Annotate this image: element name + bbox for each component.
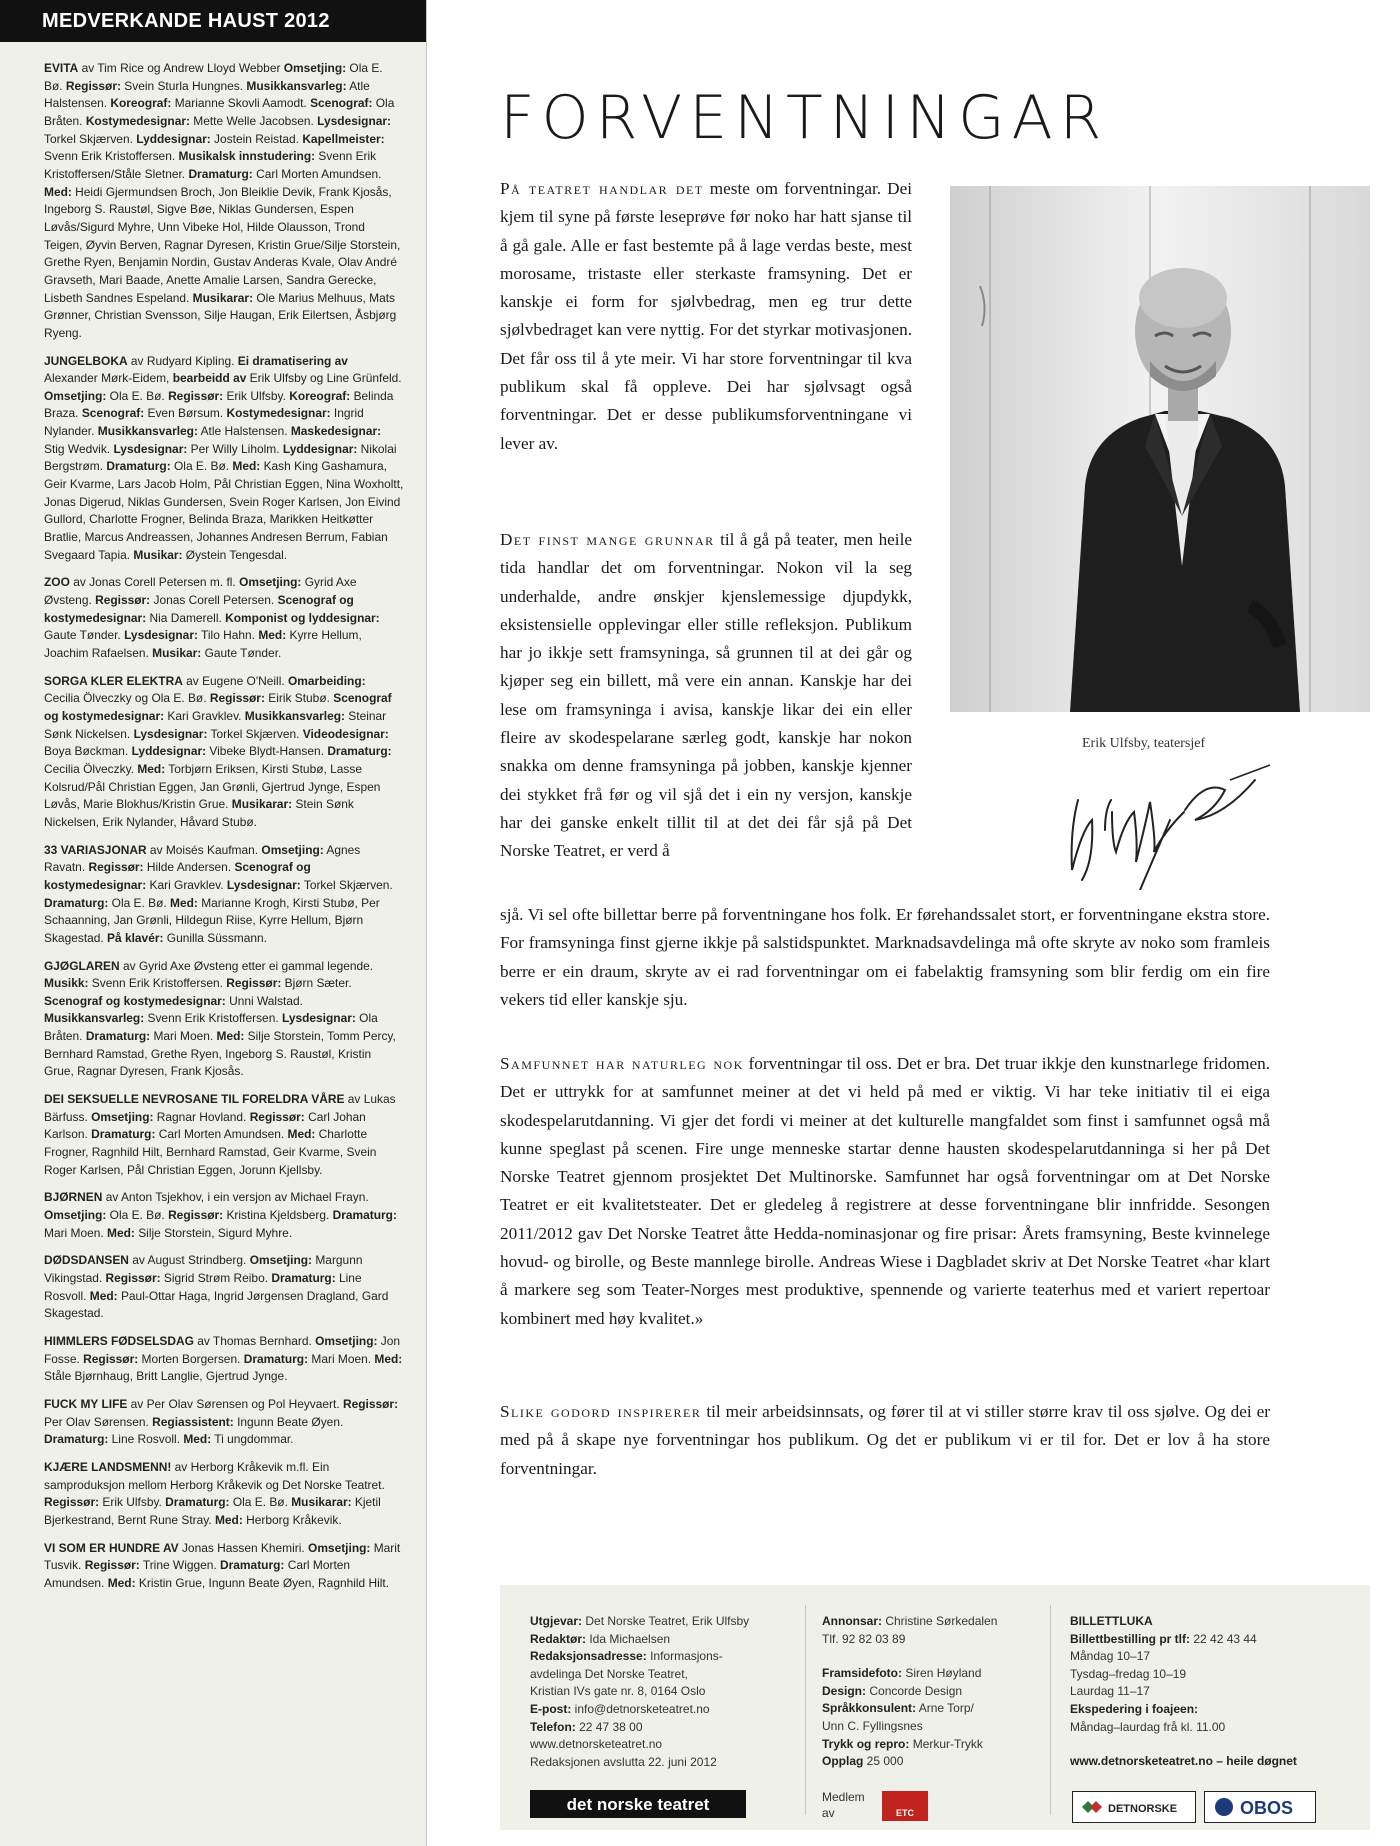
credit-text: Stig Wedvik. bbox=[44, 441, 114, 456]
credits-sidebar bbox=[0, 0, 427, 1846]
credit-text: Even Børsum. bbox=[144, 406, 227, 421]
credit-role: Koreograf: bbox=[110, 96, 172, 111]
credit-text: Ola E. Bø. bbox=[108, 895, 171, 910]
credit-text: Marianne Krogh, Kirsti Stubø, Per Schaanning, Jan Grønli, Hildegun Riise, Kyrre Hellum, Bjørn Skagestad. bbox=[44, 895, 380, 945]
credit-text: Belinda Braza. bbox=[44, 388, 394, 421]
detnorske-logo-text: DETNORSKE bbox=[1108, 1803, 1178, 1815]
credit-title: VI SOM ER HUNDRE AV bbox=[44, 1540, 179, 1555]
credit-title: GJØGLAREN bbox=[44, 958, 120, 973]
credit-text: Svenn Erik Kristoffersen. bbox=[144, 1011, 282, 1026]
paragraph-body: til meir arbeidsinnsats, og fører til at vi stiller større krav til oss sjølve. Og dei er med på å skape nye forventningar hos publikum. Og det er publikum vi er til for. Det er lov å ha store forventningar. bbox=[500, 1402, 1270, 1478]
credit-text: Bjørn Sæter. bbox=[281, 976, 352, 991]
credit-text: av Lukas Bärfuss. bbox=[44, 1092, 396, 1124]
credit-text: Ola E. Bø. bbox=[106, 388, 169, 403]
credit-role: Scenograf: bbox=[310, 96, 373, 111]
credit-text: Ola Bråten. bbox=[44, 1011, 378, 1044]
credit-entry bbox=[44, 1189, 404, 1242]
credit-role: Musikarar: bbox=[291, 1495, 352, 1510]
credit-role: Med: bbox=[374, 1351, 403, 1366]
colophon-line: www.detnorsketeatret.no bbox=[530, 1737, 663, 1752]
credit-text: Cecilia Ölveczky og Ola E. Bø. bbox=[44, 691, 210, 706]
credit-text: Carl Johan Karlson. bbox=[44, 1109, 366, 1142]
credit-text: Øystein Tengesdal. bbox=[182, 547, 288, 562]
credit-title: FUCK MY LIFE bbox=[44, 1396, 128, 1411]
credit-text: Morten Borgersen. bbox=[138, 1351, 244, 1366]
credit-text: Agnes Ravatn. bbox=[44, 842, 361, 875]
colophon-footer bbox=[500, 1585, 1370, 1830]
credit-text: Erik Ulfsby. bbox=[99, 1495, 166, 1510]
credit-text: Torkel Skjærven. bbox=[207, 726, 303, 741]
column-divider bbox=[805, 1605, 806, 1815]
credit-text: av Tim Rice og Andrew Lloyd Webber bbox=[78, 61, 284, 75]
paragraph-body: meste om forventningar. Dei kjem til syne på første leseprøve før noko har hatt sjanse til å gå gale. Alle er fast bestemte på å lage verdas beste, mest morosame, tristaste eller sterkaste framsyning. Det er kanskje ei form for sjølvbedrag, men eg trur dette sjølvbedraget kan vere nyttig. For det styrkar motivasjonen. Det får oss til å yte meir. Vi har store forventningar til kva publikum skal få oppleve. Dei har sjølvsagt også forventningar. Det er desse publikumsforventningane vi lever av. bbox=[500, 179, 912, 453]
credit-role: Dramaturg: bbox=[220, 1558, 285, 1573]
credit-role: Med: bbox=[89, 1288, 118, 1303]
credit-role: Lysdesignar: bbox=[281, 1011, 356, 1026]
colophon-line: Billettbestilling pr tlf: 22 42 43 44 bbox=[1070, 1631, 1257, 1646]
credit-entry bbox=[44, 1396, 404, 1449]
credit-role: Regissør: bbox=[83, 1351, 139, 1366]
credit-role: Musikarar: bbox=[231, 797, 293, 812]
credit-text: Atle Halstensen. bbox=[197, 424, 291, 439]
credit-role: Dramaturg: bbox=[165, 1495, 230, 1510]
credit-text: av Eugene O'Neill. bbox=[182, 673, 288, 688]
paragraph-body: til å gå på teater, men heile tida handlar det om forventningar. Nokon vil la seg underhalde, andre ønskjer kjenslemessige djupdykk, eksistensielle opplevingar eller stille refleksjon. Publikum har jo ikkje sett framsyninga, så grunnen til at dei går og kjøper seg ein billett, må vere ein annan. Kanskje har dei lese om framsyninga i avisa, kanskje likar dei ein eller fleire av skodespelarane særleg godt, kanskje har nokon snakka om denne framsyninga på jobben, kanskje kjenner dei stykket frå før og vil sjå det i ein ny versjon, kanskje har dei ganske enkelt tillit til at det dei får sjå på Det Norske Teatret, er verd å bbox=[500, 530, 912, 861]
credit-text: av Moisés Kaufman. bbox=[146, 842, 262, 857]
credit-text: Torkel Skjærven. bbox=[44, 131, 137, 146]
credit-title: JUNGELBOKA bbox=[44, 353, 128, 368]
colophon-tickets-column bbox=[1070, 1613, 1330, 1771]
credit-text: Carl Morten Amundsen. bbox=[155, 1127, 288, 1142]
credit-role: Regissør: bbox=[249, 1109, 305, 1124]
credit-role: Scenograf og kostymedesignar: bbox=[44, 993, 226, 1008]
credit-text: Svenn Erik Kristoffersen. bbox=[88, 976, 227, 991]
credit-role: Omsetjing: bbox=[44, 388, 107, 403]
credit-role: Med: bbox=[44, 184, 72, 199]
credit-role: Koreograf: bbox=[289, 388, 351, 403]
credit-role: Kapellmeister: bbox=[302, 131, 385, 146]
credit-text: av Herborg Kråkevik m.fl. Ein samproduksjon mellom Herborg Kråkevik og Det Norske Teatret. bbox=[44, 1459, 385, 1492]
credit-text: Charlotte Frogner, Ragnhild Hilt, Bernhard Ramstad, Geir Kvarme, Svein Roger Karlsen, Pål Christian Eggen, Jorunn Kjellsby. bbox=[44, 1127, 377, 1177]
credit-text: Line Rosvoll. bbox=[108, 1432, 184, 1447]
credit-text: Stein Sønk Nickelsen, Erik Nylander, Håvard Stubø. bbox=[44, 797, 354, 829]
credit-role: Dramaturg: bbox=[271, 1271, 336, 1285]
credit-entry bbox=[44, 1091, 404, 1179]
credit-text: Atle Halstensen. bbox=[44, 78, 370, 111]
credit-entry bbox=[44, 842, 404, 948]
credit-text: Sigrid Strøm Reibo. bbox=[160, 1271, 272, 1285]
credit-text: av Anton Tsjekhov, i ein versjon av Michael Frayn. bbox=[102, 1190, 369, 1205]
member-label: Medlem av bbox=[822, 1790, 865, 1820]
credit-text: Cecilia Ölveczky. bbox=[44, 761, 138, 776]
credit-text: Boya Bøckman. bbox=[44, 744, 132, 759]
credit-text: Nia Damerell. bbox=[146, 610, 226, 625]
credit-text: Mari Moen. bbox=[308, 1351, 375, 1366]
credit-text: Erik Ulfsby og Line Grünfeld. bbox=[246, 371, 402, 386]
credit-text: av Per Olav Sørensen og Pol Heyvaert. bbox=[127, 1396, 343, 1411]
colophon-line: Måndag 10–17 bbox=[1070, 1649, 1151, 1664]
credit-role: Dramaturg: bbox=[327, 744, 392, 759]
credit-text: Per Olav Sørensen. bbox=[44, 1414, 153, 1429]
credit-role: Med: bbox=[107, 1225, 135, 1240]
credit-text: Ole Marius Melhuus, Mats Grønner, Christian Svensson, Silje Haugan, Erik Eilertsen, Åsbjørg Ryeng. bbox=[44, 290, 397, 340]
credit-role: Lysdesignar: bbox=[226, 877, 301, 892]
credit-title: BJØRNEN bbox=[44, 1190, 103, 1205]
credit-text: Torkel Skjærven. bbox=[300, 877, 393, 892]
colophon-line: Opplag 25 000 bbox=[822, 1754, 904, 1769]
credit-text: Gunilla Süssmann. bbox=[163, 930, 267, 945]
credit-role: Med: bbox=[170, 895, 198, 910]
etc-logo bbox=[882, 1791, 928, 1821]
credit-title: KJÆRE LANDSMENN! bbox=[44, 1459, 172, 1474]
colophon-line: Redaksjonen avslutta 22. juni 2012 bbox=[530, 1754, 717, 1769]
credit-role: Scenograf: bbox=[81, 406, 145, 421]
credit-text: Gyrid Axe Øvsteng. bbox=[44, 575, 357, 608]
article-paragraph-3 bbox=[500, 1050, 1270, 1333]
credit-text: Svenn Erik Kristoffersen/Ståle Sletner. bbox=[44, 149, 377, 181]
credit-text: av Jonas Corell Petersen m. fl. bbox=[69, 575, 240, 590]
credit-text: Jonas Hassen Khemiri. bbox=[178, 1540, 309, 1555]
credit-entry bbox=[44, 958, 404, 1082]
credit-text: Silje Storstein, Tomm Percy, Bernhard Ramstad, Grethe Ryen, Ingeborg S. Raustøl, Kristin Grue, Ragnar Dyresen, Frank Kjosås. bbox=[44, 1029, 396, 1079]
credit-text: Mari Moen. bbox=[44, 1225, 108, 1240]
credit-role: Musikkansvarleg: bbox=[97, 424, 198, 439]
credit-text: Steinar Sønk Nickelsen. bbox=[44, 708, 387, 741]
colophon-line: Redaksjonsadresse: Informasjons- bbox=[530, 1649, 723, 1664]
credit-role: Lysdesignar: bbox=[113, 441, 188, 456]
credit-role: Med: bbox=[216, 1029, 245, 1044]
credit-role: Med: bbox=[183, 1432, 212, 1447]
credit-title: EVITA bbox=[44, 61, 79, 75]
credit-text: Kristina Kjeldsberg. bbox=[223, 1208, 333, 1223]
credit-role: Omsetjing: bbox=[44, 1208, 107, 1223]
colophon-line: E-post: info@detnorsketeatret.no bbox=[530, 1701, 710, 1716]
credit-role: Dramaturg: bbox=[243, 1351, 309, 1366]
credit-role: Dramaturg: bbox=[188, 166, 253, 181]
colophon-line: Framsidefoto: Siren Høyland bbox=[822, 1666, 982, 1681]
credit-role: Omsetjing: bbox=[308, 1540, 371, 1555]
colophon-line: Unn C. Fyllingsnes bbox=[822, 1718, 923, 1733]
detnorske-logo bbox=[1072, 1791, 1196, 1823]
credit-role: På klavér: bbox=[107, 930, 164, 945]
photo-caption: Erik Ulfsby, teatersjef bbox=[1082, 736, 1206, 751]
colophon-line: Kristian IVs gate nr. 8, 0164 Oslo bbox=[530, 1684, 706, 1699]
colophon-line: Trykk og repro: Merkur-Trykk bbox=[822, 1736, 983, 1751]
credit-role: Kostymedesignar: bbox=[85, 113, 190, 128]
credit-text: Paul-Ottar Haga, Ingrid Jørgensen Dragland, Gard Skagestad. bbox=[44, 1288, 389, 1321]
credit-role: Omsetjing: bbox=[239, 575, 302, 590]
credit-text: Marit Tusvik. bbox=[44, 1540, 401, 1573]
credit-role: Videodesignar: bbox=[302, 726, 389, 741]
credit-role: Regissør: bbox=[168, 388, 224, 403]
colophon-line: Laurdag 11–17 bbox=[1070, 1684, 1150, 1699]
credit-text: Ola E. Bø. bbox=[170, 459, 233, 474]
credit-title: HIMMLERS FØDSELSDAG bbox=[44, 1333, 194, 1348]
credit-text: Ti ungdommar. bbox=[211, 1432, 294, 1447]
credit-role: Musikkansvarleg: bbox=[244, 708, 345, 723]
credit-entry bbox=[44, 353, 404, 565]
credit-role: Omsetjing: bbox=[91, 1109, 154, 1124]
credit-role: Omarbeiding: bbox=[287, 673, 366, 688]
colophon-line: Tlf. 92 82 03 89 bbox=[822, 1631, 906, 1646]
colophon-line: Tysdag–fredag 10–19 bbox=[1070, 1666, 1187, 1681]
web-link[interactable]: www.detnorsketeatret.no – heile døgnet bbox=[1070, 1754, 1297, 1769]
colophon-line: Design: Concorde Design bbox=[822, 1683, 963, 1698]
credit-role: Scenograf og kostymedesignar: bbox=[44, 593, 354, 625]
credit-role: Dramaturg: bbox=[106, 459, 171, 474]
colophon-line: Ekspedering i foajeen: bbox=[1070, 1701, 1199, 1716]
credit-entry bbox=[44, 60, 404, 343]
paragraph-lead: Slike godord inspirerer bbox=[500, 1402, 702, 1421]
credit-role: Musikar: bbox=[152, 646, 202, 660]
credit-role: Regissør: bbox=[342, 1396, 399, 1411]
credit-text: Erik Ulfsby. bbox=[223, 388, 290, 403]
credit-text: Alexander Mørk-Eidem, bbox=[44, 371, 173, 386]
colophon-line: Annonsar: Christine Sørkedalen bbox=[822, 1614, 998, 1628]
credit-entry bbox=[44, 1252, 404, 1323]
credit-role: Med: bbox=[258, 628, 287, 643]
column-divider bbox=[1050, 1605, 1051, 1815]
credit-text: av Gyrid Axe Øvsteng etter ei gammal legende. bbox=[119, 958, 374, 973]
colophon-publisher-column bbox=[530, 1613, 800, 1771]
credit-role: Musikk: bbox=[44, 976, 89, 991]
credit-role: Scenograf og kostymedesignar: bbox=[44, 691, 392, 723]
logo-text: det norske teatret bbox=[566, 1795, 710, 1814]
credit-title: 33 VARIASJONAR bbox=[44, 842, 147, 857]
colophon-line: Redaktør: Ida Michaelsen bbox=[530, 1631, 671, 1646]
paragraph-lead: På teatret handlar det bbox=[500, 179, 704, 198]
credit-text: Kristin Grue, Ingunn Beate Øyen, Ragnhild Hilt. bbox=[135, 1575, 390, 1590]
credit-role: Musikalsk innstudering: bbox=[178, 149, 316, 164]
credit-role: Ei dramatisering av bbox=[237, 353, 348, 368]
credit-role: Lyddesignar: bbox=[136, 131, 211, 146]
credit-text: Ola E. Bø. bbox=[106, 1208, 169, 1223]
credit-text: Kash King Gashamura, Geir Kvarme, Lars Jacob Holm, Pål Christian Eggen, Nina Woxholtt, Jonas Digerud, Niklas Gundersen, Svein Roger Karlsen, Jon Eivind Gullord, Charlotte Frogner, Belinda Braza, Marikken Heitkøtter Bratlie, Marcus Andreassen, Johannes Andresen Berrum, Fabian Svegaard Tapia. bbox=[44, 459, 404, 562]
credit-text: Carl Morten Amundsen. bbox=[44, 1558, 351, 1590]
credit-text: Jostein Reistad. bbox=[210, 131, 303, 146]
credit-text: Trine Wiggen. bbox=[139, 1558, 221, 1573]
article-paragraph-4 bbox=[500, 1398, 1270, 1483]
credit-text: Jon Fosse. bbox=[44, 1333, 401, 1366]
credit-role: Dramaturg: bbox=[85, 1029, 151, 1044]
article-paragraph-2-continuation: sjå. Vi sel ofte billettar berre på forventningane hos folk. Er førehandssalet stort, er forventningane ekstra store. For framsyninga finst gjerne ikkje på salstidspunktet. Marknadsavdelinga må ofte skryte av noko som framleis berre er ein draum, skryte av ei rad forventningar om ei fabelaktig framsyning som blir ferdig om ein fire vekers tid eller kanskje sju. bbox=[500, 905, 1270, 1009]
credit-role: bearbeidd av bbox=[172, 371, 247, 386]
credit-role: Lysdesignar: bbox=[133, 726, 208, 741]
credit-entry bbox=[44, 1333, 404, 1386]
credit-text: Ingunn Beate Øyen. bbox=[233, 1414, 344, 1429]
credit-text: Ola E. Bø. bbox=[229, 1495, 292, 1510]
credit-role: Regissør: bbox=[95, 593, 151, 608]
credit-text: Marianne Skovli Aamodt. bbox=[171, 96, 311, 111]
credit-text: Heidi Gjermundsen Broch, Jon Bleiklie Devik, Frank Kjosås, Ingeborg S. Raustøl, Sigve Bøe, Niklas Gundersen, Espen Løvås/Sigurd Myhre, Unn Vibeke Hol, Hilde Olausson, Trond Teigen, Øyvin Berven, Ragnar Dyresen, Kristin Grue/Silje Storstein, Grethe Ryen, Benjamin Nordin, Gustav Anderas Kvale, Olav André Gravseth, Mari Baade, Anette Amalie Larsen, Sandra Gerecke, Lisbeth Sandnes Espeland. bbox=[44, 184, 401, 305]
credit-role: Musikkansvarleg: bbox=[44, 1011, 145, 1026]
credit-title: DØDSDANSEN bbox=[44, 1253, 129, 1268]
credit-role: Regiassistent: bbox=[152, 1414, 234, 1429]
credit-role: Regissør: bbox=[65, 78, 121, 93]
credit-entry bbox=[44, 673, 404, 832]
credit-role: Med: bbox=[287, 1127, 316, 1142]
signature-image bbox=[1050, 760, 1280, 890]
credit-text: Mari Moen. bbox=[150, 1029, 217, 1044]
det-norske-teatret-logo bbox=[530, 1790, 746, 1818]
article-paragraph-2 bbox=[500, 526, 912, 866]
colophon-line: Måndag–laurdag frå kl. 11.00 bbox=[1070, 1719, 1226, 1734]
credit-text: Tilo Hahn. bbox=[197, 628, 259, 643]
portrait-illustration bbox=[950, 186, 1370, 712]
credit-title: SORGA KLER ELEKTRA bbox=[44, 673, 183, 688]
credit-text: Kjetil Bjerkestrand, Bernt Rune Stray. bbox=[44, 1495, 381, 1527]
obos-logo-text: OBOS bbox=[1240, 1798, 1294, 1818]
credit-text: Ola E. Bø. bbox=[44, 61, 383, 93]
credit-role: Regissør: bbox=[105, 1271, 161, 1285]
credit-text: Gaute Tønder. bbox=[201, 646, 282, 660]
credit-role: Dramaturg: bbox=[44, 1432, 109, 1447]
colophon-credits-column bbox=[822, 1613, 1022, 1771]
colophon-line: avdelinga Det Norske Teatret, bbox=[530, 1666, 688, 1681]
paragraph-body: forventningar til oss. Det er bra. Det truar ikkje den kunstnarlege fridomen. Det er uttrykk for at samfunnet meiner at det vi held på med er viktig. Vi har teke initiativ til ei eiga skodespelarutdanning. Vi gjer det fordi vi meiner at det kulturelle mangfaldet som finst i samfunnet også må kunne speglast på scenen. Fire unge menneske startar denne hausten skodespelarutdanninga si her på Det Norske Teatret gjennom prosjektet Det Multinorske. Samfunnet har også forventningar om at Det Norske Teatret er eit kvalitetsteater. Det er gledeleg å registrere at desse forventningane blir innfridde. Sesongen 2011/2012 gav Det Norske Teatret åtte Hedda-nominasjonar og fire prisar: Årets framsyning, Beste kvinnelege hovud- og birolle, og Beste mannlege birolle. Andreas Wiese i Dagbladet skriv at Det Norske Teatret «har klart å markere seg som Teater-Norges mest produktive, spennende og varierte teaterhus med et variert repertoar kombinert med høy kvalitet.» bbox=[500, 1054, 1270, 1328]
credit-text: Torbjørn Eriksen, Kirsti Stubø, Lasse Kolsrud/Pål Christian Eggen, Jan Grønli, Gjertrud Jynge, Espen Løvås, Marie Blokhus/Kristin Grue. bbox=[44, 761, 381, 812]
obos-logo bbox=[1204, 1791, 1316, 1823]
credit-role: Musikar: bbox=[133, 547, 183, 562]
credit-entry bbox=[44, 1540, 404, 1593]
credit-text: Gaute Tønder. bbox=[44, 628, 125, 643]
credit-title: DEI SEKSUELLE NEVROSANE TIL FORELDRA VÅRE bbox=[44, 1092, 345, 1107]
credit-text: av August Strindberg. bbox=[128, 1253, 250, 1268]
credit-role: Kostymedesignar: bbox=[226, 406, 331, 421]
credit-text: Vibeke Blydt-Hansen. bbox=[206, 744, 328, 759]
credit-text: Carl Morten Amundsen. bbox=[252, 166, 382, 181]
portrait-photo bbox=[950, 186, 1370, 712]
credit-text: Mette Welle Jacobsen. bbox=[189, 113, 318, 128]
credit-role: Med: bbox=[137, 761, 166, 776]
credit-text: Unni Walstad. bbox=[225, 993, 303, 1008]
credit-text: Ola Bråten. bbox=[44, 96, 395, 128]
credit-text: Hilde Andersen. bbox=[143, 860, 235, 875]
credit-role: Regissør: bbox=[168, 1208, 224, 1223]
colophon-line: Språkkonsulent: Arne Torp/ bbox=[822, 1701, 974, 1716]
credit-role: Omsetjing: bbox=[261, 842, 324, 857]
credit-role: Regissør: bbox=[209, 691, 265, 706]
credit-text: Jonas Corell Petersen. bbox=[150, 593, 278, 608]
credit-role: Omsetjing: bbox=[315, 1333, 378, 1348]
credit-role: Maskedesignar: bbox=[290, 424, 382, 439]
colophon-line: Telefon: 22 47 38 00 bbox=[530, 1719, 643, 1734]
credit-text: Kari Gravklev. bbox=[146, 877, 227, 892]
credit-role: Dramaturg: bbox=[332, 1208, 397, 1223]
credit-role: Omsetjing: bbox=[249, 1253, 313, 1268]
credit-role: Dramaturg: bbox=[91, 1127, 156, 1142]
credit-role: Regissør: bbox=[88, 860, 144, 875]
credit-role: Regissør: bbox=[84, 1558, 140, 1573]
credit-text: Ståle Bjørnhaug, Britt Langlie, Gjertrud Jynge. bbox=[44, 1369, 288, 1384]
credit-role: Lysdesignar: bbox=[124, 628, 198, 643]
credit-role: Komponist og lyddesignar: bbox=[225, 610, 380, 625]
credit-role: Lyddesignar: bbox=[131, 744, 207, 759]
credit-text: Silje Storstein, Sigurd Myhre. bbox=[134, 1225, 293, 1240]
credit-entry bbox=[44, 574, 404, 662]
credit-text: Svenn Erik Kristoffersen. bbox=[44, 149, 179, 164]
credit-role: Scenograf og kostymedesignar: bbox=[44, 860, 311, 892]
credit-text: Margunn Vikingstad. bbox=[44, 1253, 363, 1285]
credit-text: Kari Gravklev. bbox=[164, 708, 245, 723]
credit-text: Ragnar Hovland. bbox=[153, 1109, 250, 1124]
etc-logo-text: ETC bbox=[896, 1808, 914, 1818]
credit-text: Line Rosvoll. bbox=[44, 1271, 362, 1303]
colophon-line: Utgjevar: Det Norske Teatret, Erik Ulfsby bbox=[530, 1614, 750, 1628]
credit-entry bbox=[44, 1459, 404, 1530]
credit-text: Svein Sturla Hungnes. bbox=[120, 78, 247, 93]
paragraph-lead: Det finst mange grunnar bbox=[500, 530, 715, 549]
credit-text: Nikolai Bergstrøm. bbox=[44, 441, 397, 474]
credit-role: Lysdesignar: bbox=[317, 113, 392, 128]
credit-text: Per Willy Liholm. bbox=[187, 441, 283, 456]
credit-role: Regissør: bbox=[226, 976, 282, 991]
credits-list bbox=[44, 60, 404, 1603]
credit-text: Kyrre Hellum, Joachim Rafaelsen. bbox=[44, 628, 362, 660]
credit-role: Omsetjing: bbox=[283, 61, 347, 75]
article-paragraph-1 bbox=[500, 175, 912, 458]
credit-role: Lyddesignar: bbox=[282, 441, 358, 456]
credit-role: Med: bbox=[214, 1512, 243, 1527]
credit-role: Med: bbox=[107, 1575, 136, 1590]
credit-role: Musikkansvarleg: bbox=[246, 78, 347, 93]
paragraph-lead: Samfunnet har naturleg nok bbox=[500, 1054, 744, 1073]
credit-text: Herborg Kråkevik. bbox=[242, 1512, 342, 1527]
sidebar-heading: MEDVERKANDE HAUST 2012 bbox=[0, 0, 426, 42]
credit-role: Regissør: bbox=[44, 1495, 100, 1510]
credit-role: Dramaturg: bbox=[44, 895, 109, 910]
article-title: FORVENTNINGAR bbox=[500, 83, 1109, 153]
colophon-line: BILLETTLUKA bbox=[1070, 1614, 1153, 1628]
credit-role: Musikarar: bbox=[192, 290, 254, 305]
credit-text: av Thomas Bernhard. bbox=[193, 1333, 316, 1348]
credit-title: ZOO bbox=[44, 575, 70, 590]
credit-text: Eirik Stubø. bbox=[264, 691, 334, 706]
credit-text: av Rudyard Kipling. bbox=[127, 353, 238, 368]
credit-text: Ingrid Nylander. bbox=[44, 406, 364, 439]
credit-role: Med: bbox=[232, 459, 261, 474]
